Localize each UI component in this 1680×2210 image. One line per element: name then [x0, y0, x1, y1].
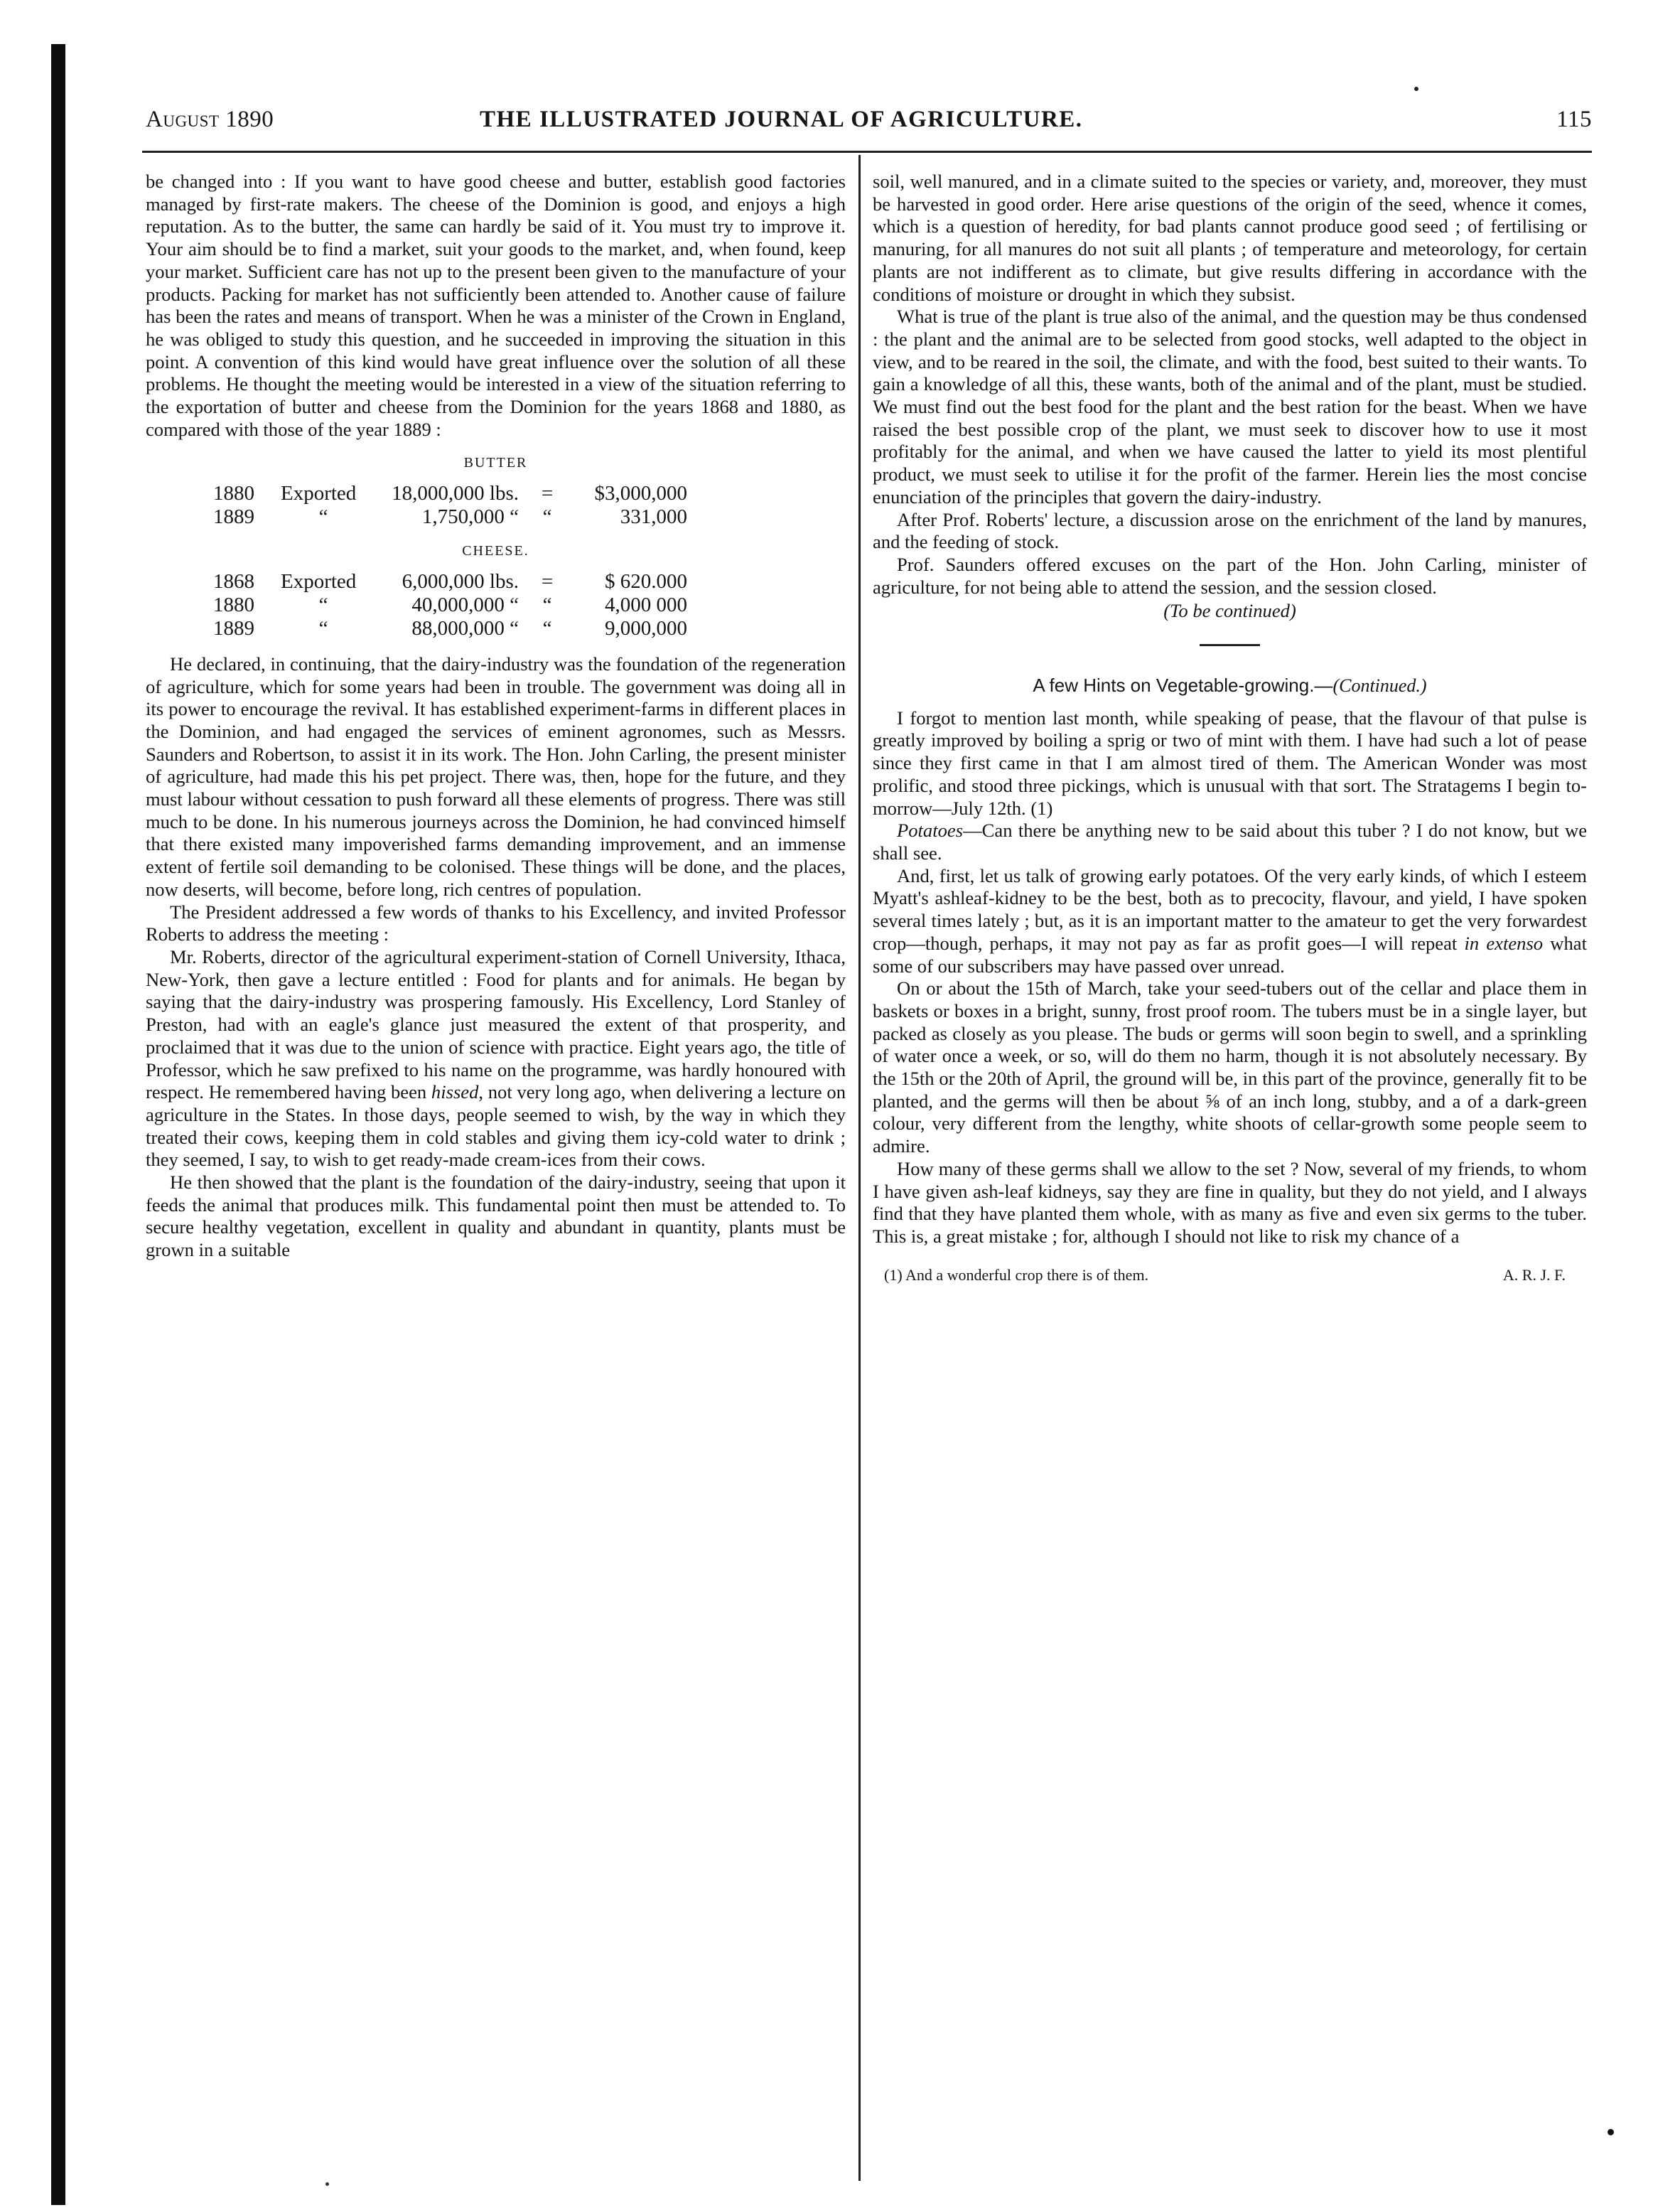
butter-table-title: BUTTER [463, 455, 528, 471]
table-cell: 18,000,000 lbs. [392, 482, 519, 505]
table-cell: Exported [281, 482, 357, 505]
right-column [873, 171, 1587, 1286]
table-cell: 1868 [213, 569, 254, 593]
table-cell: $ 620.000 [605, 569, 687, 593]
table-cell: “ [542, 616, 552, 640]
column-divider [858, 155, 861, 2181]
speck-mark [325, 2182, 329, 2186]
section-rule [1200, 644, 1260, 646]
table-cell: $3,000,000 [594, 482, 687, 505]
table-cell: = [541, 482, 554, 505]
paragraph: He declared, in continuing, that the dairy-industry was the foundation of the regeneration of agriculture, which for some years had been in trouble. The government was doing all in its power to encourage the revival. It has established experiment-farms in different places in the Dominion, and had engaged the services of eminent agronomes, such as Messrs. Saunders and Robertson, to assist it in its work. The Hon. John Carling, the present minister of agriculture, had made this his pet project. There was, then, hope for the future, and they must labour without cessation to push forward all these elements of progress. There was still much to be done. In his numerous journeys across the Dominion, he had convinced himself that there existed many impoverished farms demanding improvement, and an immense extent of fertile soil demanding to be colonised. These things will be done, and the places, now deserts, will become, before long, rich centres of population. [146, 653, 846, 900]
table-cell: 6,000,000 lbs. [402, 569, 519, 593]
article-title-continued: (Continued.) [1332, 675, 1427, 697]
table-cell: “ [542, 593, 552, 616]
paragraph: After Prof. Roberts' lecture, a discussion arose on the enrichment of the land by manures, and the feeding of stock. [873, 508, 1587, 553]
table-row [213, 482, 687, 505]
cheese-table-title: CHEESE. [462, 543, 529, 559]
table-cell: 40,000,000 “ [411, 593, 519, 616]
page-header [146, 107, 1592, 138]
article-title-text: A few Hints on Vegetable-growing.— [1033, 675, 1333, 697]
table-cell: 1880 [213, 593, 254, 616]
header-rule [142, 151, 1592, 153]
table-cell: 331,000 [620, 505, 687, 529]
table-cell: 9,000,000 [605, 616, 687, 640]
table-cell: 1880 [213, 482, 254, 505]
paragraph [873, 820, 1587, 864]
paragraph: On or about the 15th of March, take your seed-tubers out of the cellar and place them in baskets or boxes in a bright, sunny, frost proof room. The tubers must be in a single layer, but packed as closely as you please. The buds or germs will soon begin to swell, and a sprinkling of water once a week, or so, will do them no harm, though it is not absolutely necessary. By the 15th or the 20th of April, the ground will be, in this part of the province, generally fit to be planted, and the germs will then be about ⅝ of an inch long, stubby, and a of a dark-green colour, very different from the lengthy, white shoots of cellar-growth some people seem to admire. [873, 977, 1587, 1157]
page-number: 115 [1556, 107, 1592, 132]
table-cell: “ [318, 616, 328, 640]
speck-mark [1414, 87, 1418, 91]
table-cell: = [541, 569, 554, 593]
footnote-signature: A. R. J. F. [1502, 1265, 1566, 1284]
text-run: Mr. Roberts, director of the agricultural experiment-station of Cornell University, Ithaca, New-York, then gave a lecture entitled : Food for plants and for animals. He began by saying that the dairy-industry was prospering famously. His Excellency, Lord Stanley of Preston, had with an eagle's glance just measured the extent of that prosperity, and proclaimed that it was due to the union of science with practice. Eight years ago, the title of Professor, which he saw prefixed to his name on the programme, was hardly honoured with respect. He remembered having been [146, 945, 846, 1103]
paragraph: He then showed that the plant is the foundation of the dairy-industry, seeing that upon it feeds the animal that produces milk. This fundamental point then must be attended to. To secure healthy vegetation, excellent in quality and abundant in quantity, plants must be grown in a suitable [146, 1171, 846, 1261]
table-cell: 1,750,000 “ [421, 505, 519, 529]
table-row [213, 505, 687, 529]
table-row [213, 570, 687, 594]
to-be-continued: (To be continued) [1163, 600, 1296, 622]
text-run: , not very long ago, when delivering a lecture on agriculture in the States. In those days, people seemed to wish, by the way in which they treated their cows, keeping them in cold stables and giving them icy-cold water to drink ; they seemed, I say, to wish to get ready-made cream-ices from their cows. [146, 1081, 846, 1171]
text-run: what some of our subscribers may have passed over unread. [873, 932, 1587, 977]
text-run: —Can there be anything new to be said about this tuber ? I do not know, but we shall see. [873, 820, 1587, 864]
butter-table [213, 482, 687, 529]
paragraph: The President addressed a few words of thanks to his Excellency, and invited Professor Roberts to address the meeting : [146, 901, 846, 945]
table-cell: 1889 [213, 616, 254, 640]
italic-word: hissed [431, 1081, 479, 1103]
table-cell: “ [542, 505, 552, 529]
text-run: And, first, let us talk of growing early potatoes. Of the very early kinds, of which I esteem Myatt's ashleaf-kidney to be the best, both as to precocity, flavour, and yield, I have spoken several times lately ; but, as it is an important matter to the amateur to get the very forwardest crop—though, perhaps, it may not pay as far as profit goes—I will repeat [873, 864, 1587, 954]
paragraph: I forgot to mention last month, while speaking of pease, that the flavour of that pulse is greatly improved by boiling a sprig or two of mint with them. I have had such a lot of pease since they first came in that I am almost tired of them. The American Wonder was most prolific, and stood three pickings, which is unusual with that sort. The Stratagems I begin to-morrow—July 12th. (1) [873, 707, 1587, 819]
table-cell: “ [318, 593, 328, 616]
table-cell: Exported [281, 569, 357, 593]
table-cell: “ [318, 505, 328, 529]
scan-edge-bar [51, 44, 65, 2205]
left-column [146, 171, 846, 1262]
footnote-text: (1) And a wonderful crop there is of them. [884, 1265, 1149, 1284]
table-cell: 88,000,000 “ [411, 616, 519, 640]
paragraph: Prof. Saunders offered excuses on the part of the Hon. John Carling, minister of agriculture, for not being able to attend the session, and the session closed. [873, 553, 1587, 598]
cheese-table [213, 570, 687, 640]
table-row [213, 594, 687, 617]
table-cell: 1889 [213, 505, 254, 529]
italic-lead: Potatoes [897, 820, 964, 842]
paragraph: What is true of the plant is true also of the animal, and the question may be thus condensed : the plant and the animal are to be selected from good stocks, well adapted to the object in view, and to be reared in the soil, the climate, and with the food, best suited to their wants. To gain a knowledge of all this, these wants, both of the animal and of the plant, must be studied. We must find out the best food for the plant and the best ration for the beast. When we have raised the best possible crop of the plant, we must seek to discover how to use it most profitably for the animal, and when we have caused the latter to yield its most plentiful product, we must seek to utilise it for the profit of the farmer. Herein lies the most concise enunciation of the principles that govern the dairy-industry. [873, 306, 1587, 508]
table-cell: 4,000 000 [605, 593, 687, 616]
paragraph [146, 946, 846, 1171]
paragraph: be changed into : If you want to have good cheese and butter, establish good factories managed by first-rate makers. The cheese of the Dominion is good, and enjoys a high reputation. As to the butter, the same can hardly be said of it. You must try to improve it. Your aim should be to find a market, suit your goods to the market, and, when found, keep your market. Sufficient care has not up to the present been given to the manufacture of your products. Packing for market has not sufficiently been attended to. Another cause of failure has been the rates and means of transport. When he was a minister of the Crown in England, he was obliged to study this question, and he succeeded in improving the situation in this point. A convention of this kind would have great influence over the solution of all these problems. He thought the meeting would be interested in a view of the situation referring to the exportation of butter and cheese from the Dominion for the years 1868 and 1880, as compared with those of the year 1889 : [146, 171, 846, 440]
header-date: August 1890 [146, 107, 274, 132]
article-title [873, 675, 1587, 697]
footnote [873, 1264, 1587, 1287]
table-row [213, 617, 687, 640]
journal-title: THE ILLUSTRATED JOURNAL OF AGRICULTURE. [480, 107, 1083, 132]
paragraph: How many of these germs shall we allow to the set ? Now, several of my friends, to whom I have given ash-leaf kidneys, say they are fine in quality, but they do not yield, and I always find that they have planted them whole, with as many as five and even six germs to the tuber. This is, a great mistake ; for, although I should not like to risk my chance of a [873, 1157, 1587, 1247]
paragraph [873, 865, 1587, 978]
paragraph: soil, well manured, and in a climate suited to the species or variety, and, moreover, they must be harvested in good order. Here arise questions of the origin of the seed, whence it comes, which is a question of heredity, for bad plants cannot produce good seed ; of fertilising or manuring, for all manures do not suit all plants ; of temperature and meteorology, for certain plants are not indifferent as to climate, but give results differing in accordance with the conditions of moisture or drought in which they subsist. [873, 171, 1587, 305]
italic-phrase: in extenso [1464, 932, 1544, 954]
speck-mark [1608, 2129, 1614, 2135]
